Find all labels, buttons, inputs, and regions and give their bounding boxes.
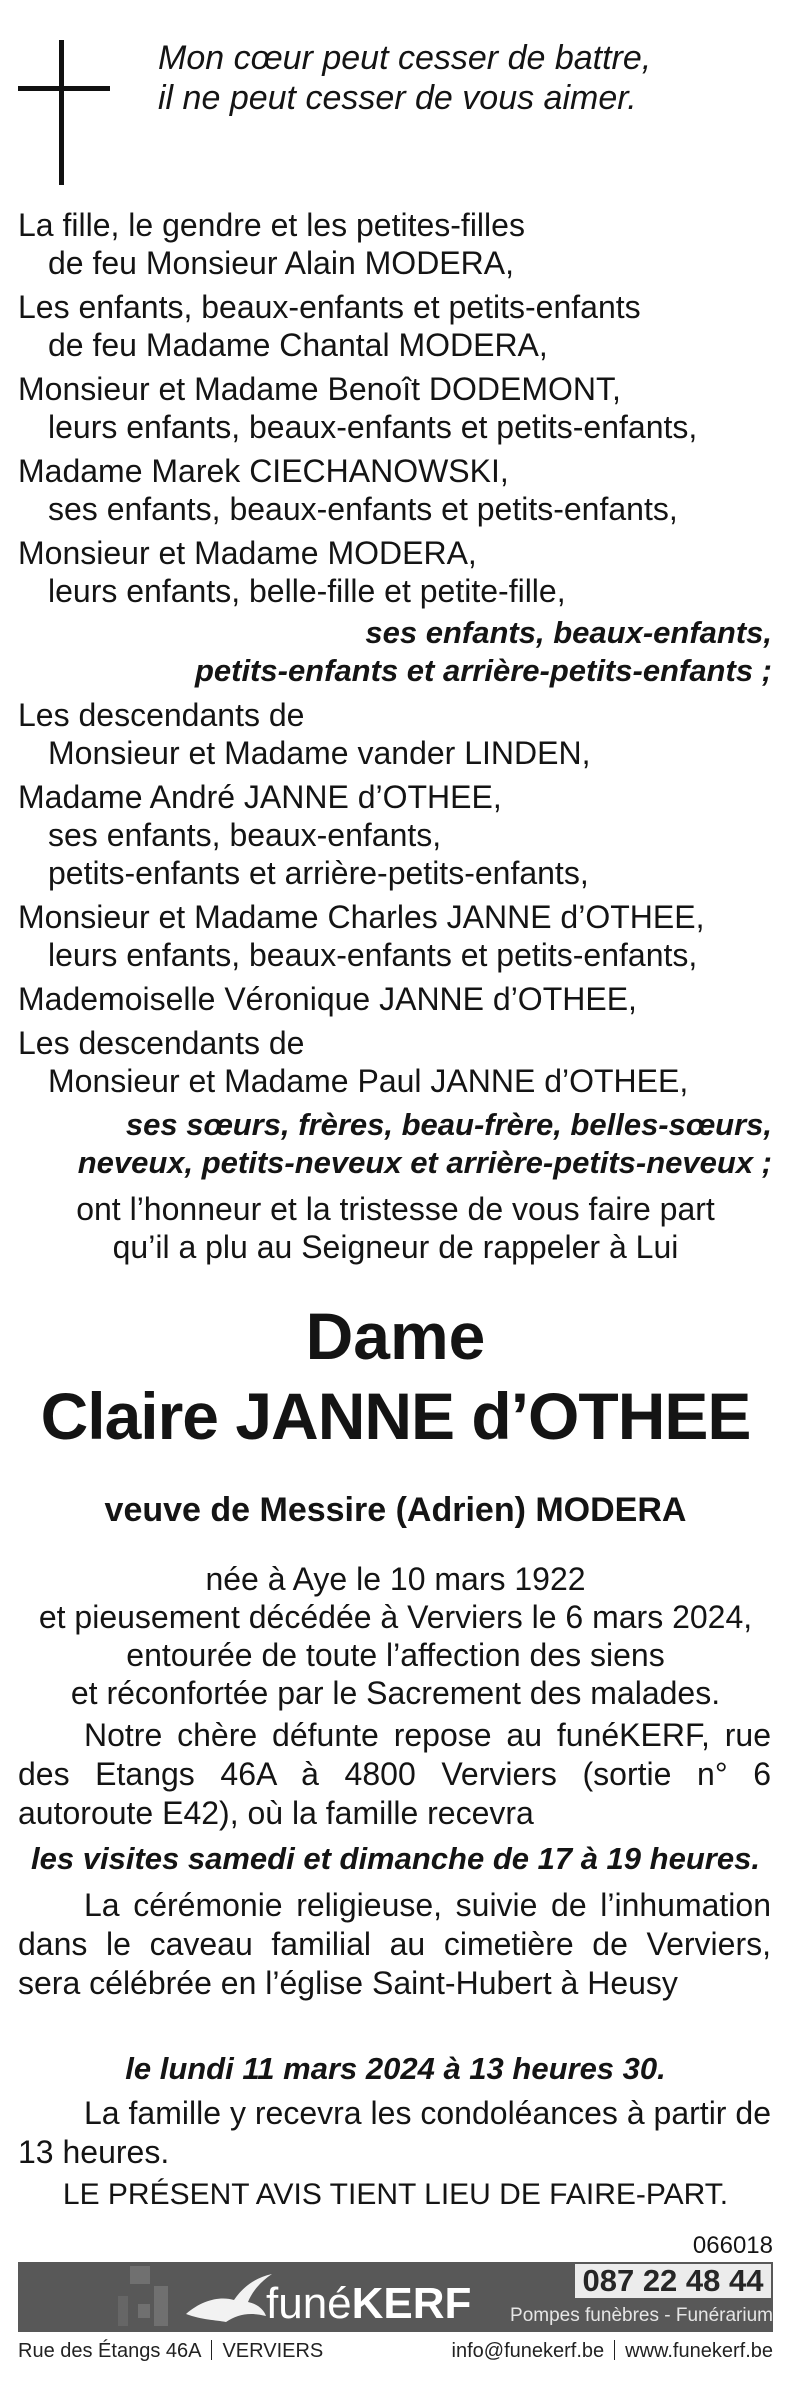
family-line: leurs enfants, beaux-enfants et petits-enfants,	[48, 409, 698, 445]
family-line: ses sœurs, frères, beau-frère, belles-sœurs,	[125, 1107, 772, 1142]
repose-paragraph	[18, 1716, 771, 1833]
divider	[211, 2340, 212, 2360]
dove-logo-icon	[180, 2270, 276, 2328]
deceased-title: Dame	[305, 1299, 486, 1373]
family-line: leurs enfants, belle-fille et petite-fille,	[48, 573, 566, 609]
epigraph	[158, 38, 651, 118]
family-line: Monsieur et Madame Charles JANNE d’OTHEE,	[18, 899, 705, 935]
city: VERVIERS	[222, 2340, 324, 2362]
epigraph-line: il ne peut cesser de vous aimer.	[158, 79, 637, 117]
family-line: La fille, le gendre et les petites-filles	[18, 207, 525, 243]
family-line: Madame Marek CIECHANOWSKI,	[18, 453, 509, 489]
contact-info	[452, 2340, 773, 2363]
street: Rue des Étangs 46A	[18, 2340, 202, 2362]
family-line: leurs enfants, beaux-enfants et petits-enfants,	[48, 937, 698, 973]
family-line: ses enfants, beaux-enfants,	[365, 615, 772, 650]
family-line: ont l’honneur et la tristesse de vous faire part	[76, 1191, 715, 1227]
family-line: qu’il a plu au Seigneur de rappeler à Lui	[112, 1229, 679, 1265]
tagline: Pompes funèbres - Funérarium	[510, 2305, 773, 2326]
family-line: Les descendants de	[18, 1025, 305, 1061]
sacrament-line: et réconfortée par le Sacrement des malades.	[70, 1675, 721, 1711]
family-line: Monsieur et Madame Benoît DODEMONT,	[18, 371, 621, 407]
family-line: Monsieur et Madame vander LINDEN,	[48, 735, 591, 771]
family-line: Les descendants de	[18, 697, 305, 733]
address	[18, 2340, 323, 2363]
family-line: Madame André JANNE d’OTHEE,	[18, 779, 502, 815]
family-line: de feu Monsieur Alain MODERA,	[48, 245, 514, 281]
reference-number: 066018	[692, 2232, 773, 2259]
widow-of: veuve de Messire (Adrien) MODERA	[104, 1491, 687, 1529]
family-line: Mademoiselle Véronique JANNE d’OTHEE,	[18, 981, 637, 1017]
divider	[614, 2340, 615, 2360]
phone-number[interactable]: 087 22 48 44	[575, 2264, 771, 2298]
family-line: petits-enfants et arrière-petits-enfants,	[48, 855, 589, 891]
birth-line: née à Aye le 10 mars 1922	[205, 1561, 586, 1597]
family-line: Les enfants, beaux-enfants et petits-enfants	[18, 289, 641, 325]
email-link[interactable]: info@funekerf.be	[451, 2340, 605, 2362]
affection-line: entourée de toute l’affection des siens	[126, 1637, 665, 1673]
visits-line: les visites samedi et dimanche de 17 à 19 heures.	[31, 1841, 760, 1876]
brand-logo	[266, 2278, 471, 2330]
cross-icon	[18, 40, 110, 185]
condolences-text: La famille y recevra les condoléances à partir de 13 heures.	[18, 2095, 771, 2170]
family-line: ses enfants, beaux-enfants et petits-enfants,	[48, 491, 678, 527]
brand-light: funé	[266, 2279, 352, 2328]
condolences-paragraph	[18, 2094, 771, 2172]
ceremony-text: La cérémonie religieuse, suivie de l’inhumation dans le caveau familial au cimetière de Verviers, sera célébrée en l’église Saint-Hubert à Heusy	[18, 1887, 771, 2001]
ceremony-date: le lundi 11 mars 2024 à 13 heures 30.	[125, 2051, 666, 2086]
deceased-name: Claire JANNE d’OTHEE	[40, 1379, 751, 1453]
family-line: neveux, petits-neveux et arrière-petits-neveux ;	[77, 1145, 772, 1180]
notice-line: LE PRÉSENT AVIS TIENT LIEU DE FAIRE-PART.	[62, 2178, 729, 2211]
family-line: Monsieur et Madame Paul JANNE d’OTHEE,	[48, 1063, 689, 1099]
repose-text: Notre chère défunte repose au funéKERF, rue des Etangs 46A à 4800 Verviers (sortie n° 6 autoroute E42), où la famille recevra	[18, 1717, 771, 1831]
family-line: de feu Madame Chantal MODERA,	[48, 327, 548, 363]
ceremony-paragraph	[18, 1886, 771, 2003]
epigraph-line: Mon cœur peut cesser de battre,	[158, 39, 652, 77]
family-line: ses enfants, beaux-enfants,	[48, 817, 442, 853]
brand-bold: KERF	[351, 2279, 472, 2328]
family-line: petits-enfants et arrière-petits-enfants ;	[194, 653, 772, 688]
family-line: Monsieur et Madame MODERA,	[18, 535, 477, 571]
website-link[interactable]: www.funekerf.be	[625, 2340, 773, 2362]
death-line: et pieusement décédée à Verviers le 6 mars 2024,	[38, 1599, 753, 1635]
